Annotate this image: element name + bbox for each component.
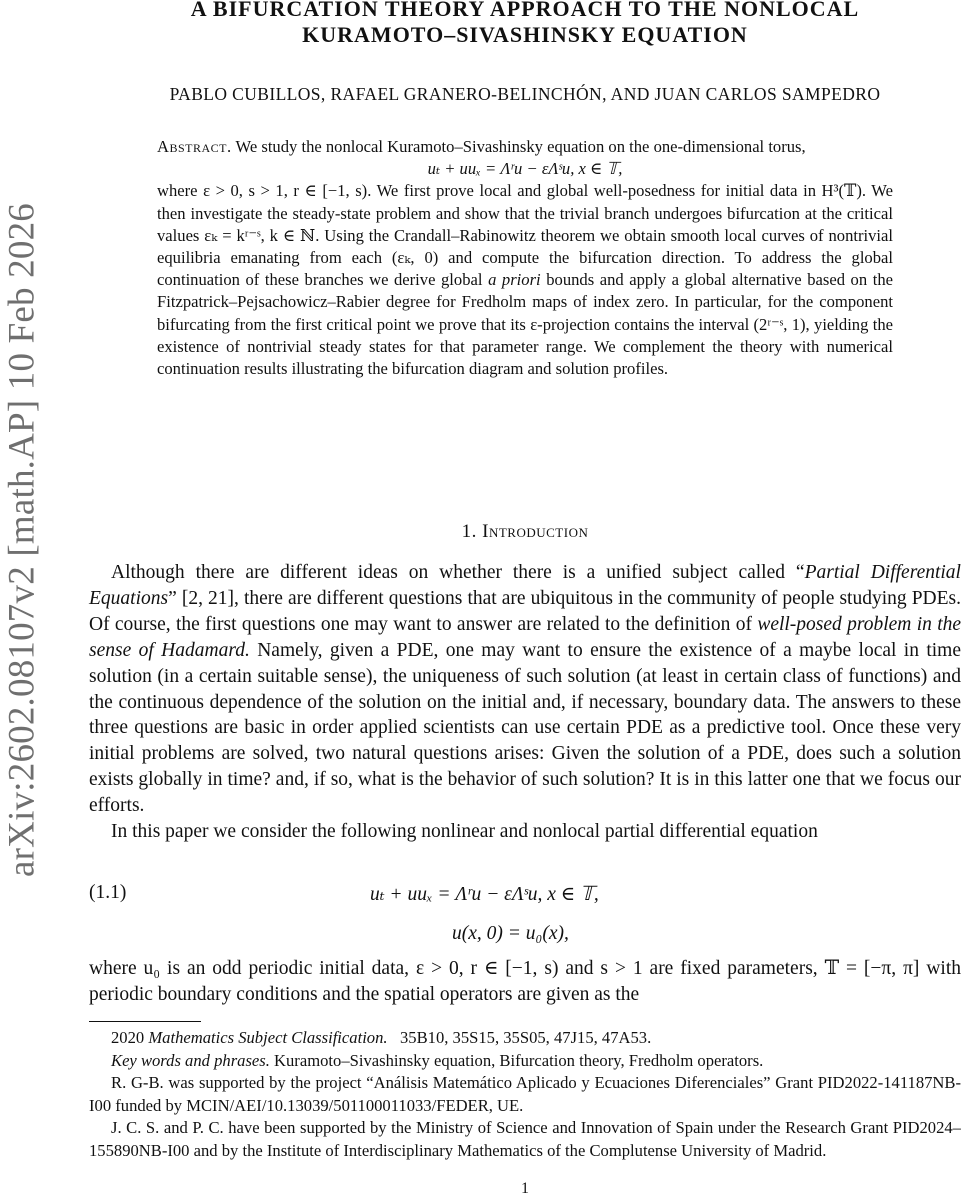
- page-number: 1: [521, 1180, 529, 1197]
- intro-p1-text-a: Although there are different ideas on whether there is a unified subject called “: [111, 562, 805, 583]
- footnote-keywords: [89, 1050, 961, 1073]
- intro-p1-emphasis-2: well-posed problem in the sense of Hadamard.: [89, 613, 961, 661]
- equation-line-2: u(x, 0) = u₀(x),: [452, 923, 569, 944]
- section-number: 1.: [461, 521, 477, 542]
- section-title: Introduction: [482, 521, 589, 542]
- footnote-funding-2: J. C. S. and P. C. have been supported by the Ministry of Science and Innovation of Spain under the Research Grant PID2024–155890NB-I00 and by the Institute of Interdisciplinary Mathematics of the Complutense University of Madrid.: [89, 1118, 961, 1160]
- footnotes: [89, 1027, 961, 1163]
- intro-p1-text-c: Namely, given a PDE, one may want to ensure the existence of a maybe local in time solution (in a certain suitable sense), the uniqueness of such solution (at least in certain class of functions) and the continuous dependence of the solution on the initial and, if necessary, boundary data. The answers to these three questions are basic in order applied scientists can use certain PDE as a predictive tool. Once these very initial problems are solved, two natural questions arises: Given the solution of a PDE, does such a solution exists globally in time? and, if so, what is the behavior of such solution? It is in this latter one that we focus our efforts.: [89, 639, 961, 817]
- intro-p1-text-b: ” [2, 21], there are different questions that are ubiquitous in the community of people studying PDEs. Of course, the first questions one may want to answer are related to the definition of: [89, 587, 961, 635]
- abstract-body-a: where ε > 0, s > 1, r ∈ [−1, s). We first prove local and global well-posedness for initial data in H³(𝕋). We then investigate the steady-state problem and show that the trivial branch undergoes bifurcation at the critical values εₖ = kʳ⁻ˢ, k ∈ ℕ. Using the Crandall–Rabinowitz theorem we obtain smooth local curves of nontrivial equilibria emanating from each (εₖ, 0) and compute the bifurcation direction. To address the global continuation of these branches we derive global: [157, 181, 893, 290]
- footnote-msc-codes: 35B10, 35S15, 35S05, 47J15, 47A53.: [400, 1028, 652, 1047]
- footnote-keywords-text: Kuramoto–Sivashinsky equation, Bifurcation theory, Fredholm operators.: [274, 1050, 764, 1070]
- abstract-apriori: a priori: [488, 270, 541, 290]
- section-heading: [0, 521, 961, 543]
- title-line-1: A BIFURCATION THEORY APPROACH TO THE NONLOCAL: [190, 0, 860, 21]
- abstract-intro: We study the nonlocal Kuramoto–Sivashinsky equation on the one-dimensional torus,: [235, 137, 806, 156]
- abstract-body-b: bounds and apply a global alternative based on the Fitzpatrick–Pejsachowicz–Rabier degree for Fredholm maps of index zero. In particular, for the component bifurcating from the first critical point we prove that its ε-projection contains the interval (2ʳ⁻ˢ, 1), yielding the existence of nontrivial steady states for that parameter range. We complement the theory with numerical continuation results illustrating the bifurcation diagram and solution profiles.: [157, 270, 893, 379]
- abstract: [157, 136, 893, 380]
- title-line-2: KURAMOTO–SIVASHINSKY EQUATION: [302, 22, 748, 47]
- introduction-body: [89, 560, 961, 845]
- footnote-msc: [89, 1027, 961, 1050]
- footnote-msc-label: Mathematics Subject Classification.: [148, 1028, 388, 1047]
- equation-number: (1.1): [89, 882, 127, 903]
- introduction-body-continued: [89, 956, 961, 1008]
- abstract-equation: uₜ + uuₓ = Λʳu − εΛˢu, x ∈ 𝕋,: [427, 159, 623, 179]
- abstract-heading: Abstract.: [157, 137, 232, 156]
- footnote-keywords-label: Key words and phrases.: [111, 1050, 270, 1070]
- intro-p1-emphasis-1: Partial Differential Equations: [89, 562, 961, 609]
- footnote-rule: [89, 1021, 201, 1022]
- equation-line-1: uₜ + uuₓ = Λʳu − εΛˢu, x ∈ 𝕋,: [370, 884, 599, 905]
- intro-paragraph-1: [89, 560, 961, 819]
- author-list: PABLO CUBILLOS, RAFAEL GRANERO-BELINCHÓN, AND JUAN CARLOS SAMPEDRO: [169, 84, 881, 104]
- arxiv-identifier-text: arXiv:2602.08107v2 [math.AP] 10 Feb 2026: [1, 203, 43, 877]
- intro-paragraph-2: In this paper we consider the following nonlinear and nonlocal partial differential equation: [111, 821, 818, 843]
- intro-paragraph-3: where u₀ is an odd periodic initial data, ε > 0, r ∈ [−1, s) and s > 1 are fixed parameters, 𝕋 = [−π, π] with periodic boundary conditions and the spatial operators are given as the: [89, 958, 961, 1005]
- footnote-funding-1: R. G-B. was supported by the project “Análisis Matemático Aplicado y Ecuaciones Diferenciales” Grant PID2022-141187NB-I00 funded by MCIN/AEI/10.13039/501100011033/FEDER, UE.: [89, 1073, 961, 1115]
- paper-title: [0, 0, 961, 48]
- footnote-msc-year: 2020: [111, 1028, 145, 1047]
